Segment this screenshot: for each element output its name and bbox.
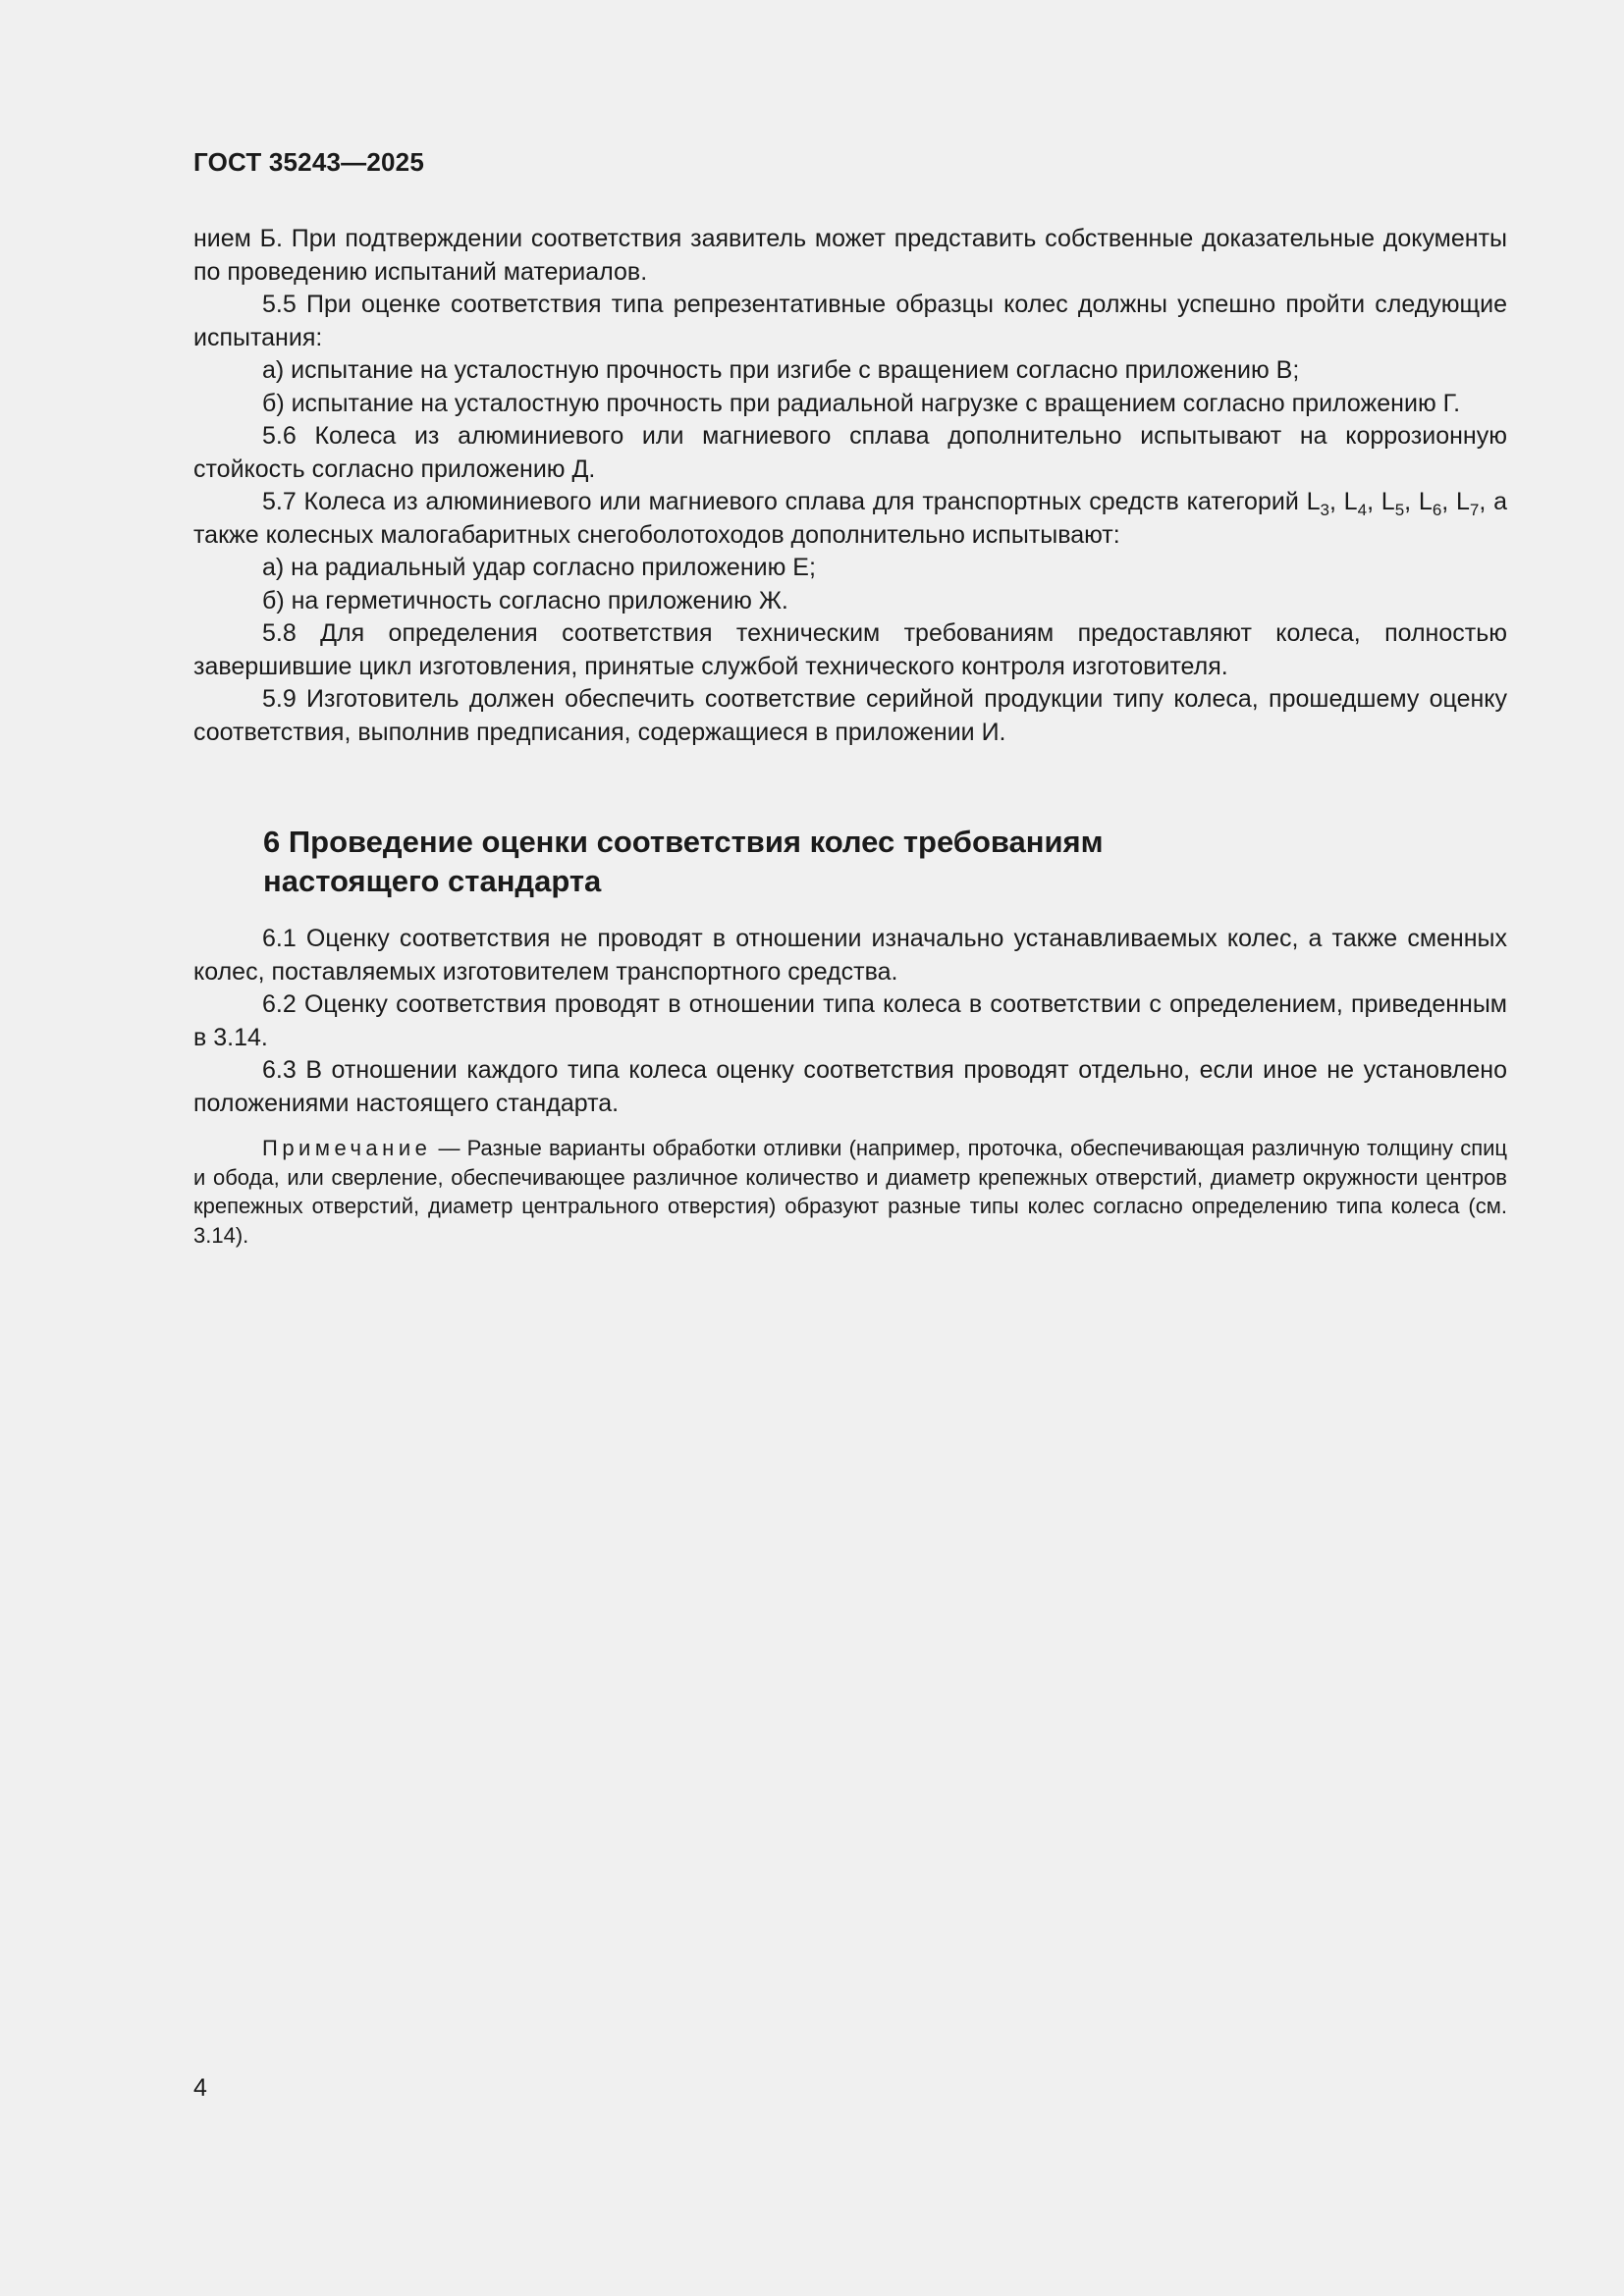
paragraph-5-7-part2: , а также колесных малогабаритных снегоболотоходов дополнительно испытывают:	[193, 488, 1508, 549]
subscript-7: 7	[1469, 501, 1480, 519]
paragraph-5-7-part1: 5.7 Колеса из алюминиевого или магниевого сплава для транспортных средств категорий L	[262, 488, 1321, 515]
list-item-5-7-a: а) на радиальный удар согласно приложению Е;	[262, 554, 816, 581]
subscript-3: 3	[1320, 501, 1329, 519]
note-block	[193, 1134, 1507, 1250]
paragraph-continuation: нием Б. При подтверждении соответствия заявитель может представить собственные доказательные документы по проведению испытаний материалов.	[193, 225, 1507, 286]
subscript-5: 5	[1394, 501, 1405, 519]
paragraph-6-3: 6.3 В отношении каждого типа колеса оценку соответствия проводят отдельно, если иное не установлено положениями настоящего стандарта.	[193, 1056, 1507, 1117]
paragraph-5-7	[193, 486, 1507, 552]
page-number: 4	[193, 2074, 207, 2102]
list-item-5-5-a: а) испытание на усталостную прочность при изгибе с вращением согласно приложению В;	[262, 356, 1300, 384]
section-5-body	[193, 223, 1507, 749]
paragraph-6-2: 6.2 Оценку соответствия проводят в отношении типа колеса в соответствии с определением, приведенным в 3.14.	[193, 990, 1507, 1051]
section-6-body	[193, 923, 1507, 1120]
subscript-6: 6	[1432, 501, 1442, 519]
paragraph-5-8: 5.8 Для определения соответствия техническим требованиям предоставляют колеса, полностью завершившие цикл изготовления, принятые службой технического контроля изготовителя.	[193, 619, 1507, 680]
paragraph-5-5: 5.5 При оценке соответствия типа репрезентативные образцы колес должны успешно пройти следующие испытания:	[193, 291, 1507, 351]
separator-3: , L	[1404, 488, 1433, 515]
note-text: — Разные варианты обработки отливки (например, проточка, обеспечивающая различную толщину спиц и обода, или сверление, обеспечивающее различное количество и диаметр крепежных отверстий, диаметр окружности центров крепежных отверстий, диаметр центрального отверстия) образуют разные типы колес согласно определению типа колеса (см. 3.14).	[193, 1136, 1507, 1248]
paragraph-5-9: 5.9 Изготовитель должен обеспечить соответствие серийной продукции типу колеса, прошедшему оценку соответствия, выполнив предписания, содержащиеся в приложении И.	[193, 685, 1507, 746]
paragraph-6-1: 6.1 Оценку соответствия не проводят в отношении изначально устанавливаемых колес, а также сменных колес, поставляемых изготовителем транспортного средства.	[193, 925, 1507, 986]
note-label: Примечание	[262, 1136, 432, 1160]
document-code: ГОСТ 35243—2025	[193, 147, 424, 177]
separator-1: , L	[1328, 488, 1358, 515]
subscript-4: 4	[1357, 501, 1368, 519]
section-6-heading-line1: 6 Проведение оценки соответствия колес требованиям	[263, 825, 1104, 859]
paragraph-5-6: 5.6 Колеса из алюминиевого или магниевого сплава дополнительно испытывают на коррозионную стойкость согласно приложению Д.	[193, 422, 1507, 483]
list-item-5-7-b: б) на герметичность согласно приложению Ж.	[262, 586, 788, 614]
section-6-heading-line2: настоящего стандарта	[263, 864, 602, 898]
separator-2: , L	[1367, 488, 1395, 515]
list-item-5-5-b: б) испытание на усталостную прочность при радиальной нагрузке с вращением согласно приложению Г.	[262, 389, 1461, 417]
section-6-heading	[263, 823, 1245, 901]
separator-4: , L	[1441, 488, 1470, 515]
